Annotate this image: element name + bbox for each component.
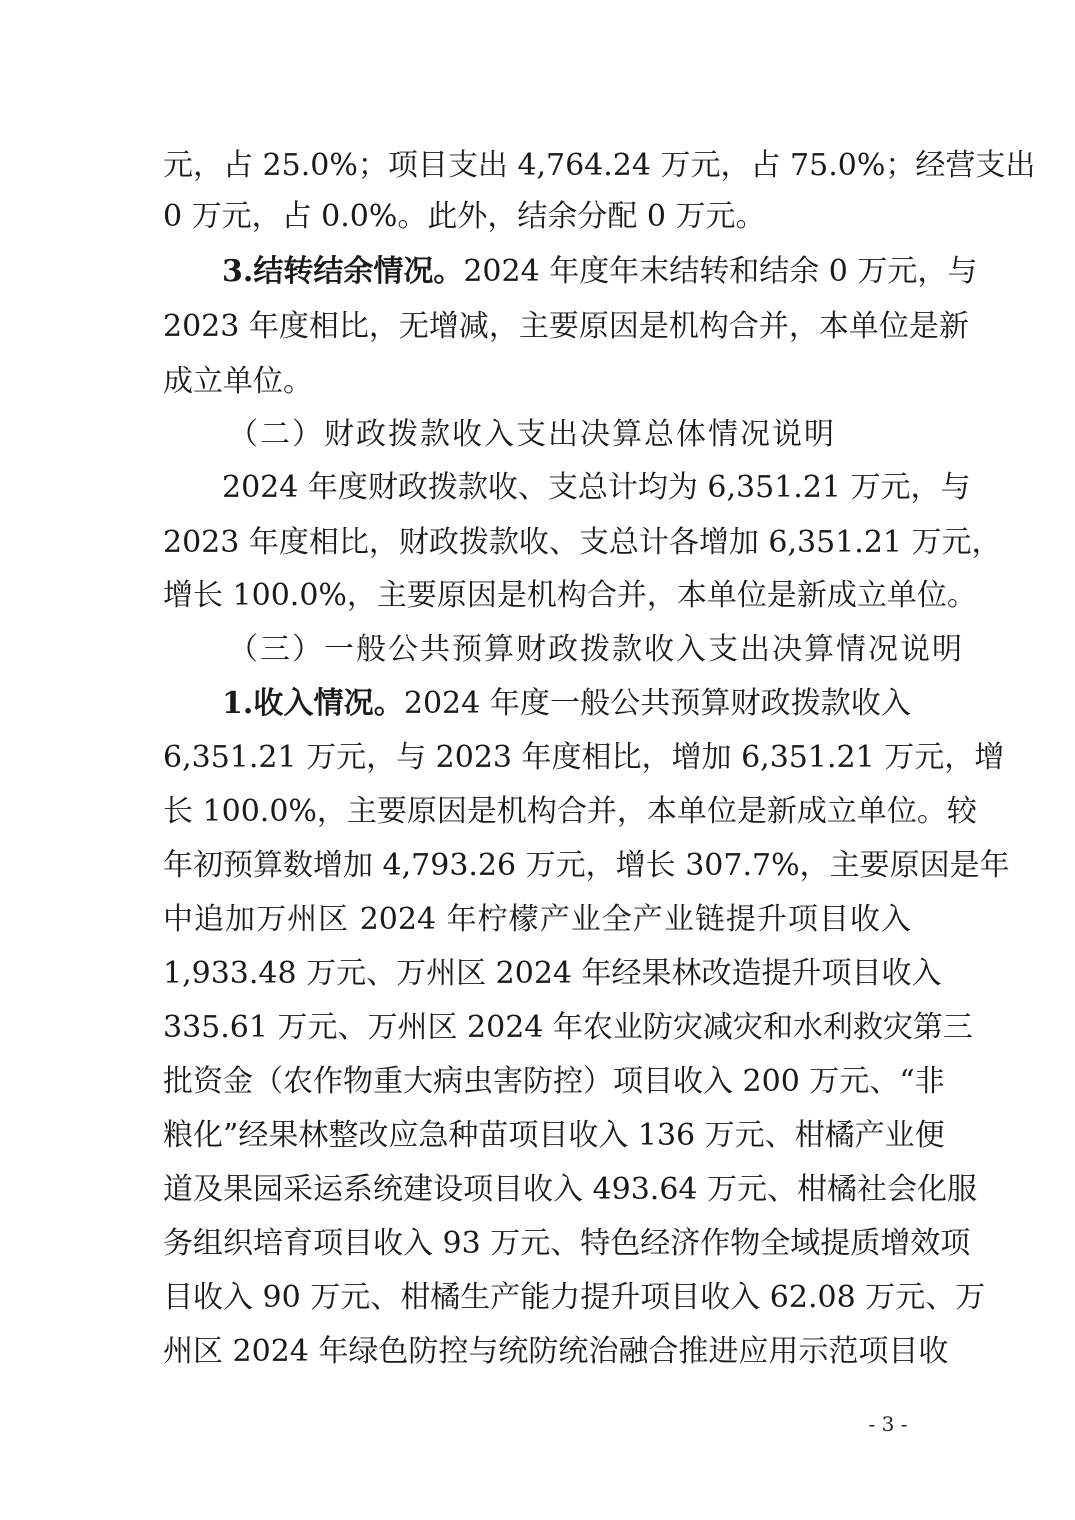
paragraph-line: 成立单位。 xyxy=(163,364,313,399)
paragraph-line: 州区 2024 年绿色防控与统防统治融合推进应用示范项目收 xyxy=(163,1334,949,1369)
section-heading: （二）财政拨款收入支出决算总体情况说明 xyxy=(228,417,836,452)
paragraph-line xyxy=(222,684,911,724)
section-heading-inline: 1.收入情况。 xyxy=(222,686,404,721)
paragraph-line xyxy=(222,252,978,292)
paragraph-line: 0 万元，占 0.0%。此外，结余分配 0 万元。 xyxy=(163,199,766,234)
paragraph-line: 2023 年度相比，无增减，主要原因是机构合并，本单位是新 xyxy=(163,309,969,344)
paragraph-line: 批资金（农作物重大病虫害防控）项目收入 200 万元、“非 xyxy=(163,1064,945,1099)
paragraph-text: 2024 年度年末结转和结余 0 万元，与 xyxy=(463,254,978,289)
paragraph-line: 元，占 25.0%；项目支出 4,764.24 万元，占 75.0%；经营支出 xyxy=(163,148,1036,183)
paragraph-line: 年初预算数增加 4,793.26 万元，增长 307.7%，主要原因是年 xyxy=(163,848,1010,883)
paragraph-line: 增长 100.0%，主要原因是机构合并，本单位是新成立单位。 xyxy=(163,578,977,613)
paragraph-line: 6,351.21 万元，与 2023 年度相比，增加 6,351.21 万元，增 xyxy=(163,740,1005,775)
paragraph-text: 2024 年度一般公共预算财政拨款收入 xyxy=(403,686,911,721)
paragraph-line: 2024 年度财政拨款收、支总计均为 6,351.21 万元，与 xyxy=(222,470,971,505)
paragraph-line: 2023 年度相比，财政拨款收、支总计各增加 6,351.21 万元， xyxy=(163,525,1002,560)
paragraph-line: 粮化”经果林整改应急种苗项目收入 136 万元、柑橘产业便 xyxy=(163,1118,945,1153)
paragraph-line: 中追加万州区 2024 年柠檬产业全产业链提升项目收入 xyxy=(163,902,911,937)
paragraph-line: 道及果园采运系统建设项目收入 493.64 万元、柑橘社会化服 xyxy=(163,1172,978,1207)
section-heading-inline: 3.结转结余情况。 xyxy=(222,254,464,289)
paragraph-line: 务组织培育项目收入 93 万元、特色经济作物全域提质增效项 xyxy=(163,1226,971,1261)
page-number: - 3 - xyxy=(868,1412,908,1436)
paragraph-line: 1,933.48 万元、万州区 2024 年经果林改造提升项目收入 xyxy=(163,956,942,991)
section-heading: （三）一般公共预算财政拨款收入支出决算情况说明 xyxy=(228,632,964,667)
paragraph-line: 335.61 万元、万州区 2024 年农业防灾减灾和水利救灾第三 xyxy=(163,1010,973,1045)
paragraph-line: 长 100.0%，主要原因是机构合并，本单位是新成立单位。较 xyxy=(163,794,977,829)
paragraph-line: 目收入 90 万元、柑橘生产能力提升项目收入 62.08 万元、万 xyxy=(163,1280,986,1315)
